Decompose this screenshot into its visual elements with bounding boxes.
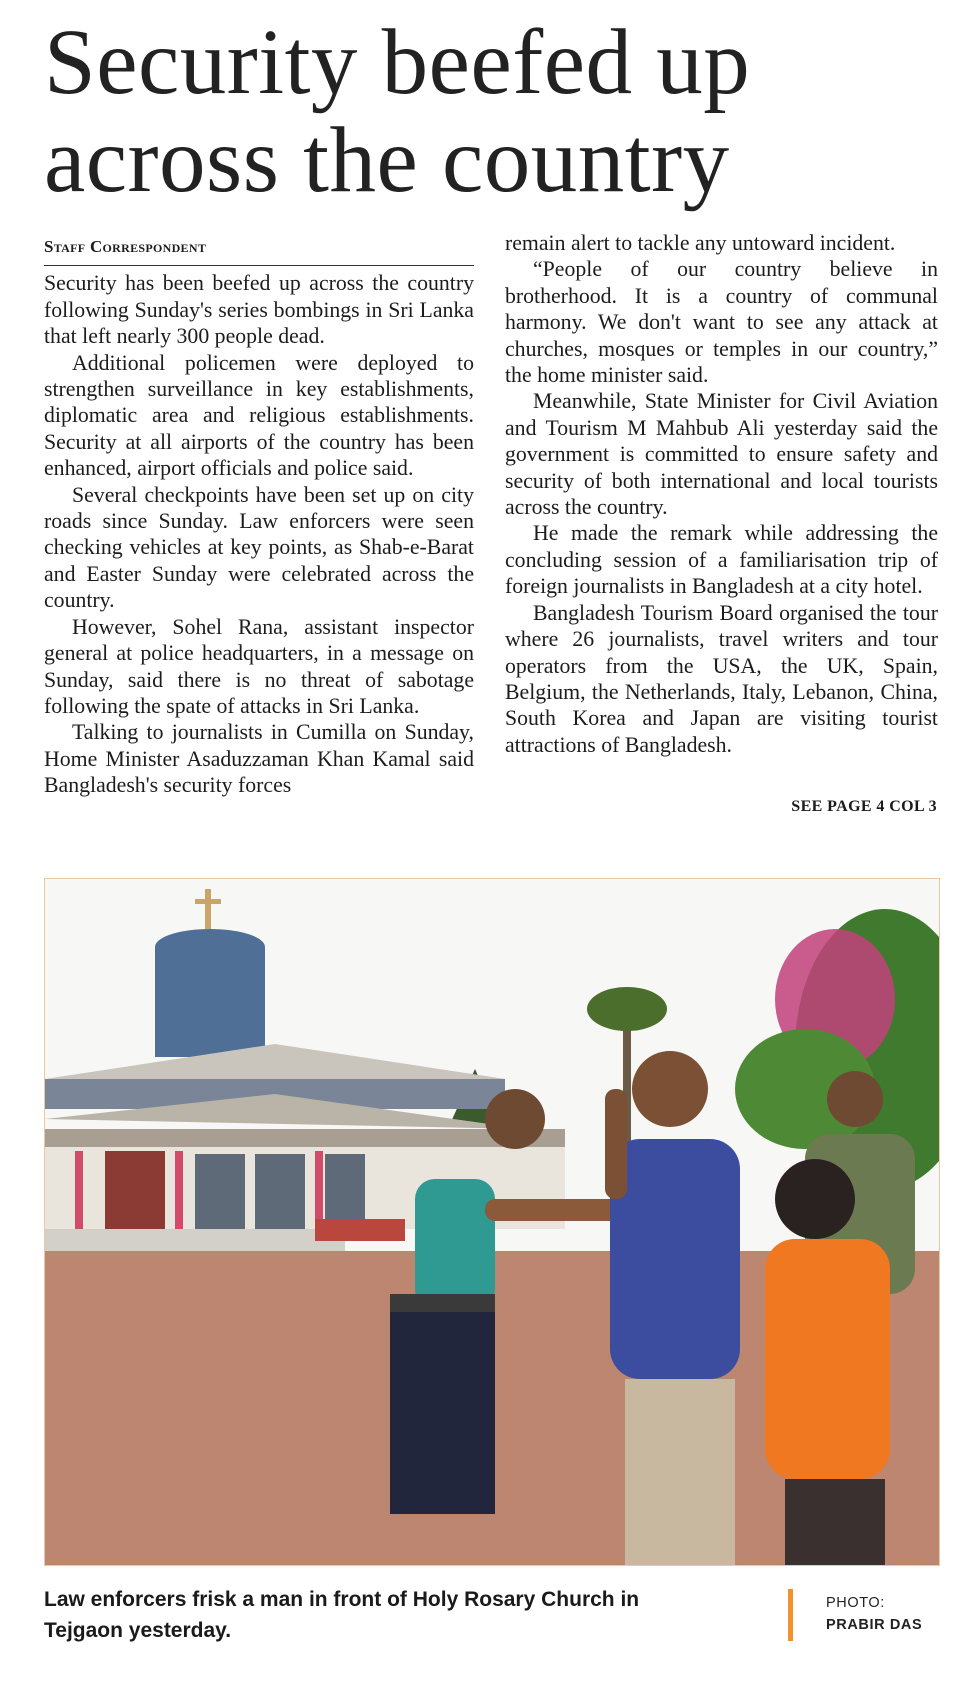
credit-name: PRABIR DAS bbox=[826, 1617, 923, 1633]
paragraph: “People of our country believe in brotherhood. It is a country of communal harmony. We don't want to see any attack at churches, mosques or temples in our country,” the home minister said. bbox=[505, 257, 938, 388]
paragraph: Meanwhile, State Minister for Civil Aviation and Tourism M Mahbub Ali yesterday said the government is committed to ensure safety and security of both international and local tourists across the country. bbox=[505, 389, 938, 520]
byline: Staff Correspondent bbox=[44, 234, 474, 266]
paragraph: Additional policemen were deployed to strengthen surveillance in key establishments, diplomatic area and religious establishments. Security at all airports of the country has been enhanced, airport officials and police said. bbox=[44, 350, 474, 481]
credit-label: PHOTO: bbox=[826, 1595, 885, 1611]
headline: Security beefed up across the country bbox=[44, 11, 751, 212]
article-column-right bbox=[505, 230, 938, 758]
photo-illustration bbox=[45, 879, 939, 1565]
credit-divider bbox=[788, 1589, 793, 1641]
paragraph: remain alert to tackle any untoward incident. bbox=[505, 231, 896, 255]
news-photo bbox=[44, 878, 940, 1566]
paragraph: He made the remark while addressing the concluding session of a familiarisation trip of foreign journalists in Bangladesh at a city hotel. bbox=[505, 521, 938, 599]
paragraph: However, Sohel Rana, assistant inspector general at police headquarters, in a message on Sunday, said there is no threat of sabotage following the spate of attacks in Sri Lanka. bbox=[44, 614, 474, 718]
continuation-note: SEE PAGE 4 COL 3 bbox=[791, 798, 937, 815]
paragraph: Several checkpoints have been set up on city roads since Sunday. Law enforcers were seen checking vehicles at key points, as Shab-e-Barat and Easter Sunday were celebrated across the country. bbox=[44, 482, 474, 613]
photo-credit bbox=[826, 1592, 922, 1636]
paragraph: Bangladesh Tourism Board organised the tour where 26 journalists, travel writers and tour operators from the USA, the UK, Spain, Belgium, the Netherlands, Italy, Lebanon, China, South Korea and Japan are visiting tourist attractions of Bangladesh. bbox=[505, 600, 938, 757]
article-column-left bbox=[44, 232, 474, 799]
paragraph: Talking to journalists in Cumilla on Sunday, Home Minister Asaduzzaman Khan Kamal said Bangladesh's security forces bbox=[44, 720, 474, 798]
paragraph: Security has been beefed up across the country following Sunday's series bombings in Sri Lanka that left nearly 300 people dead. bbox=[44, 271, 474, 349]
photo-caption: Law enforcers frisk a man in front of Holy Rosary Church in Tejgaon yesterday. bbox=[44, 1588, 640, 1642]
